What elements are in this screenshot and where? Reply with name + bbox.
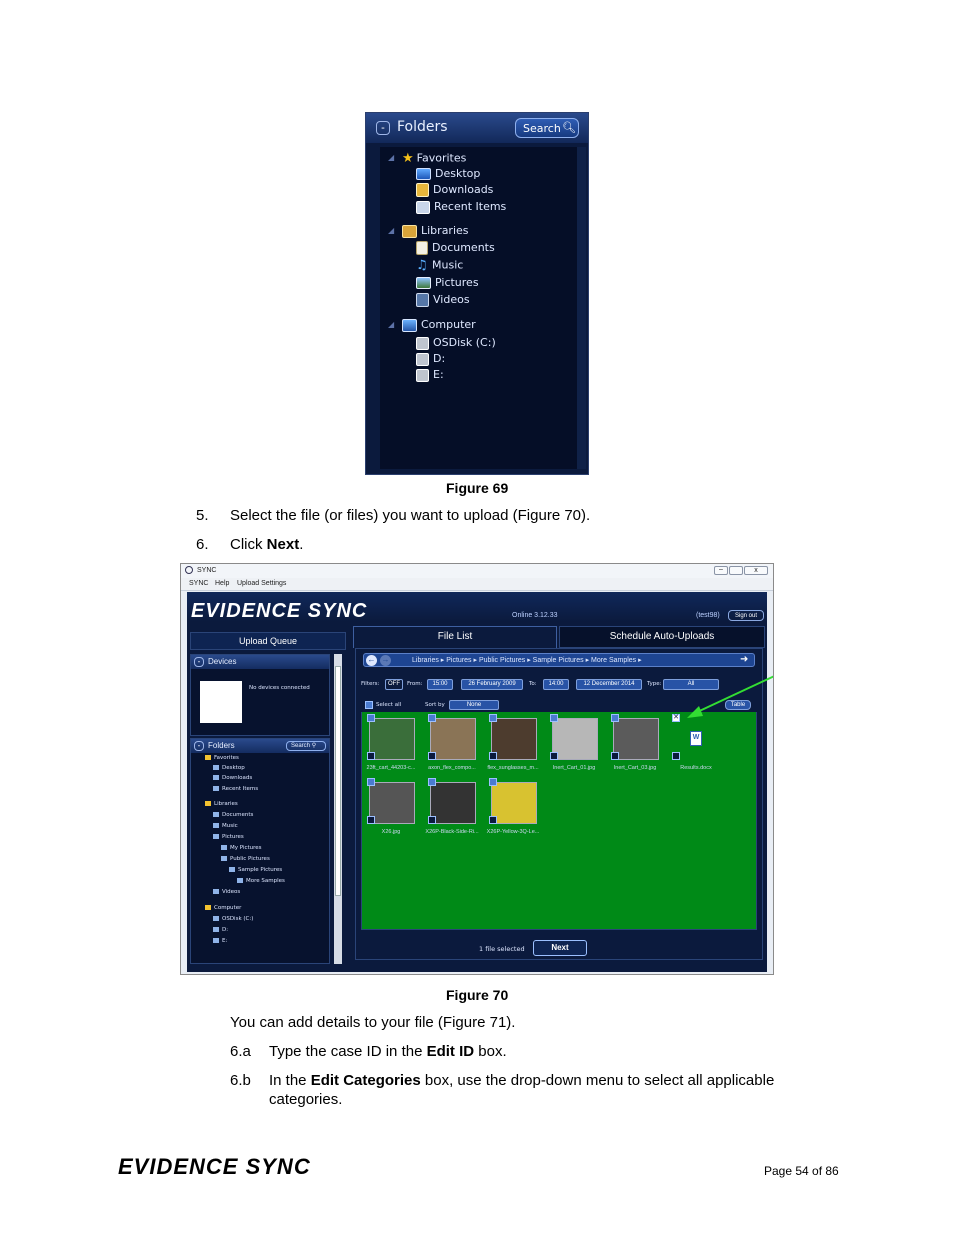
- search-icon: ⚲: [311, 743, 317, 749]
- tree-item-label: D:: [222, 927, 229, 933]
- file-name-label: X26P-Yellow-3Q-Le...: [486, 829, 540, 835]
- version-text: Online 3.12.33: [512, 612, 558, 619]
- tree-item[interactable]: [213, 938, 227, 944]
- maximize-icon[interactable]: [729, 566, 743, 575]
- tree-item-desktop[interactable]: [416, 167, 480, 180]
- status-text: 1 file selected: [479, 945, 525, 953]
- collapse-icon[interactable]: -: [376, 121, 390, 135]
- tree-item[interactable]: [213, 812, 253, 818]
- star-icon: ★: [402, 151, 414, 166]
- folder-icon: [213, 927, 219, 932]
- bold-text: Next: [266, 536, 300, 553]
- file-thumbnail[interactable]: [430, 718, 476, 760]
- folder-icon: [213, 889, 219, 894]
- file-thumbnail[interactable]: [430, 782, 476, 824]
- tree-item-label: More Samples: [246, 878, 285, 884]
- breadcrumb-sample-pictures[interactable]: Sample Pictures: [532, 657, 584, 664]
- file-checkbox[interactable]: [367, 778, 375, 786]
- desktop-icon: [416, 168, 431, 180]
- select-all-label: Select all: [376, 702, 402, 708]
- folder-icon: [213, 834, 219, 839]
- type-select[interactable]: All: [663, 679, 719, 690]
- folder-icon: [221, 845, 227, 850]
- tree-item-label: E:: [222, 938, 228, 944]
- menu-bar: [181, 578, 773, 591]
- breadcrumb-path: Libraries ▸ Pictures ▸ Public Pictures ▸ Sample Pictures ▸ More Samples ▸: [412, 657, 642, 664]
- sort-by-label: Sort by: [425, 702, 445, 708]
- tree-item[interactable]: [229, 867, 282, 873]
- file-checkbox[interactable]: [550, 714, 558, 722]
- tree-item-label: Recent Items: [222, 786, 259, 792]
- to-time-field[interactable]: 14:00: [543, 679, 569, 690]
- scrollbar-thumb[interactable]: [335, 666, 341, 896]
- file-thumbnail[interactable]: [613, 718, 659, 760]
- tree-item[interactable]: [237, 878, 285, 884]
- tree-item-label: Downloads: [433, 183, 494, 196]
- step-6a-number: 6.a: [230, 1043, 251, 1060]
- tree-item-drive-d[interactable]: [416, 352, 445, 366]
- folder-icon: [205, 755, 211, 760]
- filters-toggle[interactable]: OFF: [385, 679, 403, 690]
- search-label: Search: [291, 743, 311, 749]
- page-number: Page 54 of 86: [764, 1164, 839, 1178]
- breadcrumb-libraries[interactable]: Libraries: [412, 657, 439, 664]
- forward-icon[interactable]: →: [381, 655, 390, 664]
- next-button[interactable]: Next: [533, 940, 587, 956]
- tree-item-label: Videos: [433, 293, 470, 306]
- tree-item-label: Recent Items: [434, 200, 507, 213]
- tree-item-label: OSDisk (C:): [222, 916, 254, 922]
- collapse-icon[interactable]: -: [194, 741, 204, 751]
- tree-item-label: Pictures: [222, 834, 244, 840]
- pictures-icon: [416, 277, 431, 289]
- tree-item-label: Favorites: [416, 151, 467, 165]
- from-time-field[interactable]: 15:00: [427, 679, 453, 690]
- step-6-text: [230, 536, 303, 553]
- menu-sync[interactable]: SYNC: [189, 580, 209, 587]
- tree-item-label: Documents: [432, 241, 495, 254]
- app-icon: [185, 566, 193, 574]
- menu-help[interactable]: Help: [215, 580, 230, 587]
- step-6a-text: [269, 1043, 507, 1060]
- search-icon: 🔍︎: [562, 121, 576, 134]
- tree-item-label: Public Pictures: [230, 856, 270, 862]
- tree-item-label: Favorites: [214, 755, 239, 761]
- text: box, use the drop-down menu to select all applicable: [420, 1072, 775, 1089]
- no-devices-text: No devices connected: [249, 685, 310, 691]
- folder-icon: [205, 801, 211, 806]
- table-view-button[interactable]: Table: [725, 700, 751, 710]
- step-6b-text-line2: categories.: [269, 1091, 343, 1108]
- edit-icon[interactable]: [550, 752, 558, 760]
- edit-icon[interactable]: [489, 816, 497, 824]
- tree-item[interactable]: [205, 905, 241, 911]
- expand-arrow-icon[interactable]: ◢: [388, 226, 395, 235]
- scrollbar[interactable]: [334, 654, 342, 964]
- step-5-text: Select the file (or files) you want to upload (Figure 70).: [230, 507, 591, 524]
- file-thumbnail[interactable]: [369, 782, 415, 824]
- tree-item[interactable]: [213, 823, 238, 829]
- type-label: Type:: [647, 681, 662, 687]
- word-document-icon: W: [690, 731, 702, 746]
- tree-item-label: Libraries: [421, 224, 469, 237]
- drive-icon: [416, 353, 429, 366]
- tree-item-label: Desktop: [435, 167, 481, 180]
- tree-item-label: Desktop: [222, 765, 245, 771]
- tree-item[interactable]: [213, 775, 252, 781]
- text: Click: [230, 536, 267, 553]
- tree-item-label: Libraries: [214, 801, 238, 807]
- folder-icon: [213, 765, 219, 770]
- arrow-shaft: [693, 672, 774, 714]
- tree-item-videos[interactable]: [416, 293, 470, 307]
- tree-item-label: D:: [433, 352, 446, 365]
- tree-item-label: Sample Pictures: [238, 867, 283, 873]
- music-icon: ♫: [416, 258, 428, 273]
- folder-icon: [213, 823, 219, 828]
- window-titlebar: [181, 564, 773, 578]
- tree-item-favorites[interactable]: [402, 151, 466, 166]
- search-button[interactable]: [515, 118, 579, 138]
- folders-title: Folders: [397, 119, 448, 135]
- edit-icon[interactable]: [367, 752, 375, 760]
- file-checkbox[interactable]: [489, 778, 497, 786]
- file-name-label: flex_sunglasses_m...: [487, 765, 539, 771]
- tree-item[interactable]: [213, 765, 245, 771]
- bold-text: Edit ID: [426, 1043, 475, 1060]
- brand-bar: [187, 592, 767, 622]
- folder-icon: [221, 856, 227, 861]
- tree-item-label: Documents: [222, 812, 254, 818]
- from-date-field[interactable]: 26 February 2009: [461, 679, 523, 690]
- select-all-checkbox[interactable]: [365, 701, 373, 709]
- file-thumbnail[interactable]: [491, 718, 537, 760]
- filters-label: Filters:: [361, 681, 380, 687]
- folder-icon: [213, 775, 219, 780]
- tree-item[interactable]: [205, 755, 239, 761]
- tree-item[interactable]: [213, 834, 244, 840]
- devices-header: [191, 655, 329, 669]
- app-body: [187, 592, 767, 972]
- to-date-field[interactable]: 12 December 2014: [576, 679, 642, 690]
- tree-item-label: Music: [222, 823, 238, 829]
- tree-item-libraries[interactable]: [402, 224, 469, 238]
- edit-icon[interactable]: [489, 752, 497, 760]
- drive-icon: [416, 369, 429, 382]
- libraries-icon: [402, 225, 417, 238]
- arrow-head: [687, 706, 703, 718]
- folder-icon: [229, 867, 235, 872]
- file-name-label: X26.jpg: [381, 829, 401, 835]
- collapse-icon[interactable]: -: [194, 657, 204, 667]
- folder-icon: [213, 786, 219, 791]
- file-thumbnail[interactable]: [369, 718, 415, 760]
- folder-icon: [237, 878, 243, 883]
- edit-icon[interactable]: [672, 752, 680, 760]
- back-icon[interactable]: ←: [367, 655, 376, 664]
- upload-queue-tab[interactable]: Upload Queue: [190, 632, 346, 650]
- figure-70-sync-window: [180, 563, 774, 975]
- expand-arrow-icon[interactable]: ◢: [388, 153, 395, 162]
- tree-item-label: Videos: [222, 889, 241, 895]
- minimize-icon[interactable]: –: [714, 566, 728, 575]
- text: In the: [269, 1072, 311, 1089]
- bold-text: Edit Categories: [310, 1072, 421, 1089]
- tree-item-documents[interactable]: [416, 241, 495, 255]
- file-name-label: 23ft_cart_44203-c...: [366, 765, 416, 771]
- figure-69-folders-panel: [365, 112, 589, 475]
- figure-69-caption: Figure 69: [446, 480, 509, 496]
- folders-title: Folders: [208, 741, 235, 750]
- file-name-label: X26P-Black-Side-Ri...: [425, 829, 479, 835]
- text: Type the case ID in the: [269, 1043, 427, 1060]
- step-6b-text: [269, 1072, 774, 1089]
- file-thumbnail[interactable]: [491, 782, 537, 824]
- step-6-number: 6.: [196, 536, 209, 553]
- drive-icon: [416, 337, 429, 350]
- selected-checkbox[interactable]: ✕: [673, 714, 679, 721]
- tree-item[interactable]: [213, 916, 253, 922]
- edit-icon[interactable]: [611, 752, 619, 760]
- close-icon[interactable]: x: [744, 566, 768, 575]
- folder-icon: [213, 916, 219, 921]
- file-name-label: axon_flex_compo...: [428, 765, 476, 771]
- computer-icon: [402, 319, 417, 332]
- downloads-icon: [416, 183, 429, 197]
- edit-icon[interactable]: [428, 816, 436, 824]
- breadcrumb-public-pictures[interactable]: Public Pictures: [478, 657, 526, 664]
- device-placeholder: [200, 681, 242, 723]
- file-name-label: Inert_Cart_03.jpg: [613, 765, 657, 771]
- tree-item[interactable]: [213, 889, 240, 895]
- expand-arrow-icon[interactable]: ◢: [388, 320, 395, 329]
- tree-item-label: Computer: [214, 905, 242, 911]
- folders-header: [191, 739, 329, 753]
- search-label: Search: [523, 122, 561, 135]
- folder-icon: [213, 812, 219, 817]
- window-title: SYNC: [197, 567, 217, 574]
- tree-item-osdisk[interactable]: [416, 336, 496, 350]
- from-label: From:: [407, 681, 423, 687]
- tree-item[interactable]: [221, 856, 270, 862]
- tree-item-label: Music: [432, 258, 464, 272]
- tree-item[interactable]: [221, 845, 262, 851]
- intro-paragraph: You can add details to your file (Figure 71).: [230, 1014, 516, 1031]
- tree-item-drive-e[interactable]: [416, 368, 444, 382]
- sign-out-button[interactable]: Sign out: [728, 610, 764, 621]
- tree-item-label: My Pictures: [230, 845, 262, 851]
- file-checkbox[interactable]: [367, 714, 375, 722]
- file-thumbnail[interactable]: [552, 718, 598, 760]
- go-arrow-icon[interactable]: ➜: [740, 654, 749, 665]
- footer-logo: EVIDENCE SYNC: [118, 1154, 311, 1179]
- tree-item-label: Downloads: [222, 775, 253, 781]
- file-checkbox[interactable]: [611, 714, 619, 722]
- scrollbar[interactable]: [577, 147, 586, 469]
- figure-70-caption: Figure 70: [446, 987, 509, 1003]
- file-checkbox[interactable]: [428, 714, 436, 722]
- folder-icon: [205, 905, 211, 910]
- breadcrumb-pictures[interactable]: Pictures: [446, 657, 472, 664]
- to-label: To:: [529, 681, 537, 687]
- tree-item-pictures[interactable]: [416, 276, 479, 289]
- breadcrumb-more-samples[interactable]: More Samples: [591, 657, 637, 664]
- tree-item[interactable]: [205, 801, 238, 807]
- tree-item[interactable]: [213, 786, 258, 792]
- text: box.: [474, 1043, 507, 1060]
- devices-title: Devices: [208, 657, 237, 666]
- videos-icon: [416, 293, 429, 307]
- user-text: (test98): [696, 612, 720, 619]
- folders-search-button[interactable]: [286, 741, 326, 751]
- tree-item-label: E:: [433, 368, 444, 381]
- file-checkbox[interactable]: [489, 714, 497, 722]
- devices-panel: [190, 654, 330, 736]
- file-checkbox[interactable]: [428, 778, 436, 786]
- tab-schedule-auto-uploads[interactable]: Schedule Auto-Uploads: [559, 626, 765, 648]
- tree-item-recent-items[interactable]: [416, 200, 506, 214]
- recent-items-icon: [416, 201, 430, 214]
- tree-item-label: Computer: [421, 318, 476, 331]
- edit-icon[interactable]: [367, 816, 375, 824]
- menu-upload-settings[interactable]: Upload Settings: [237, 580, 287, 587]
- documents-icon: [416, 241, 428, 255]
- tree-item-label: OSDisk (C:): [433, 336, 496, 349]
- tree-item-label: Pictures: [435, 276, 479, 289]
- folder-icon: [213, 938, 219, 943]
- file-name-label: Results.docx: [680, 765, 712, 771]
- brand-logo: EVIDENCE SYNC: [191, 600, 368, 622]
- folders-header: [366, 113, 588, 143]
- annotation-arrow: [683, 670, 774, 722]
- tab-file-list[interactable]: File List: [353, 626, 557, 648]
- text: .: [299, 536, 304, 553]
- folders-panel: [190, 738, 330, 964]
- step-6b-number: 6.b: [230, 1072, 251, 1089]
- tree-item[interactable]: [213, 927, 228, 933]
- tree-item-computer[interactable]: [402, 318, 476, 332]
- breadcrumb: [363, 653, 755, 667]
- tree-item-music[interactable]: [416, 258, 463, 273]
- tree-item-downloads[interactable]: [416, 183, 493, 197]
- sort-select[interactable]: None: [449, 700, 499, 710]
- file-name-label: Inert_Cart_01.jpg: [552, 765, 596, 771]
- edit-icon[interactable]: [428, 752, 436, 760]
- step-5-number: 5.: [196, 507, 209, 524]
